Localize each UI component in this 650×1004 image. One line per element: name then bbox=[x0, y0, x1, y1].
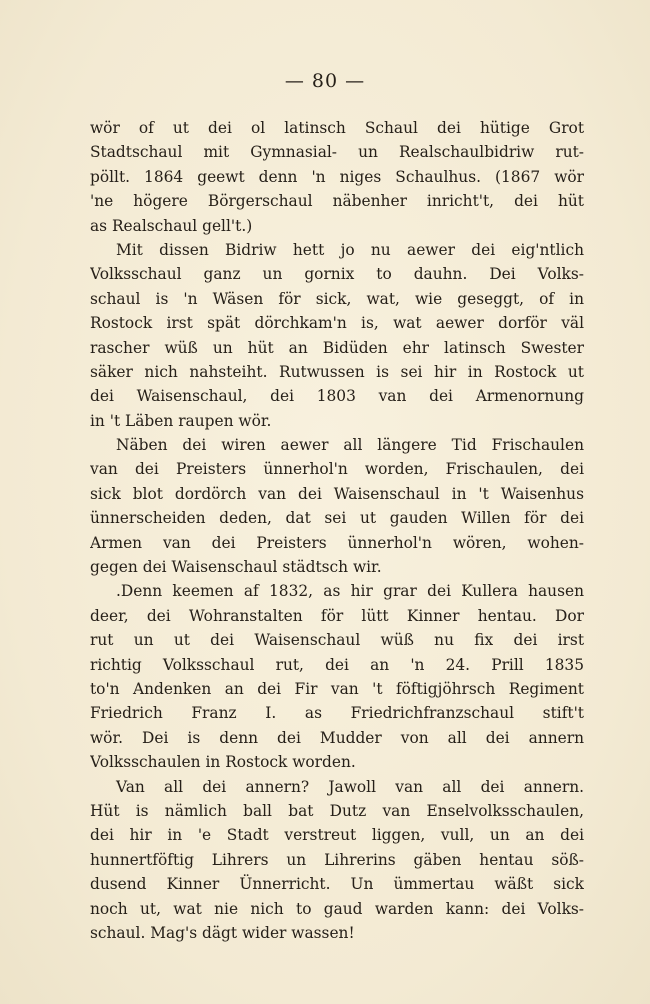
text-line: hunnertföftig Lihrers un Lihrerins gäben hentau söß- bbox=[90, 850, 584, 869]
text-line: Stadtschaul mit Gymnasial- un Realschaulbidriw rut- bbox=[90, 143, 584, 162]
text-line: Friedrich Franz I. as Friedrichfranzschaul stift't bbox=[90, 704, 584, 723]
text-line: pöllt. 1864 geewt denn 'n niges Schaulhus. (1867 wör bbox=[90, 167, 584, 186]
text-line: Armen van dei Preisters ünnerhol'n wören, wohen- bbox=[90, 533, 584, 552]
text-line: wör. Dei is denn dei Mudder von all dei annern bbox=[90, 728, 584, 747]
text-line: deer, dei Wohranstalten för lütt Kinner hentau. Dor bbox=[90, 606, 584, 625]
text-line: rascher wüß un hüt an Bidüden ehr latinsch Swester bbox=[90, 338, 584, 357]
body-text bbox=[90, 116, 584, 945]
text-line: van dei Preisters ünnerhol'n worden, Frischaulen, dei bbox=[90, 460, 584, 479]
text-line: noch ut, wat nie nich to gaud warden kann: dei Volks- bbox=[90, 899, 584, 918]
text-line: as Realschaul gell't.) bbox=[90, 216, 253, 235]
text-line: 'ne högere Börgerschaul näbenher inricht't, dei hüt bbox=[90, 192, 584, 211]
text-line: Van all dei annern? Jawoll van all dei annern. bbox=[116, 777, 584, 796]
text-line: gegen dei Waisenschaul städtsch wir. bbox=[90, 558, 382, 577]
text-line: schaul is 'n Wäsen för sick, wat, wie geseggt, of in bbox=[90, 289, 584, 308]
text-line: richtig Volksschaul rut, dei an 'n 24. Prill 1835 bbox=[90, 655, 584, 674]
text-line: schaul. Mag's dägt wider wassen! bbox=[90, 923, 355, 942]
text-line: ünnerscheiden deden, dat sei ut gauden Willen för dei bbox=[90, 509, 584, 528]
text-line: .Denn keemen af 1832, as hir grar dei Kullera hausen bbox=[116, 582, 584, 601]
text-line: Rostock irst spät dörchkam'n is, wat aewer dorför väl bbox=[90, 314, 584, 333]
text-line: to'n Andenken an dei Fir van 't föftigjöhrsch Regiment bbox=[90, 679, 584, 698]
text-line: Volksschaul ganz un gornix to dauhn. Dei Volks- bbox=[90, 265, 584, 284]
text-line: dei Waisenschaul, dei 1803 van dei Armenornung bbox=[90, 387, 584, 406]
text-line: wör of ut dei ol latinsch Schaul dei hütige Grot bbox=[90, 119, 584, 137]
text-line: Näben dei wiren aewer all längere Tid Frischaulen bbox=[116, 436, 584, 455]
text-line: Hüt is nämlich ball bat Dutz van Enselvolksschaulen, bbox=[90, 801, 584, 820]
page-number: — 80 — bbox=[284, 70, 366, 92]
text-line: dusend Kinner Ünnerricht. Un ümmertau wäßt sick bbox=[90, 875, 584, 894]
text-line: Mit dissen Bidriw hett jo nu aewer dei eig'ntlich bbox=[116, 240, 584, 259]
text-line: sick blot dordörch van dei Waisenschaul in 't Waisenhus bbox=[90, 484, 584, 503]
text-line: in 't Läben raupen wör. bbox=[90, 411, 272, 430]
text-line: dei hir in 'e Stadt verstreut liggen, vull, un an dei bbox=[90, 826, 584, 845]
text-line: säker nich nahsteiht. Rutwussen is sei hir in Rostock ut bbox=[90, 362, 584, 381]
text-line: Volksschaulen in Rostock worden. bbox=[90, 753, 356, 772]
text-line: rut un ut dei Waisenschaul wüß nu fix dei irst bbox=[90, 631, 584, 650]
